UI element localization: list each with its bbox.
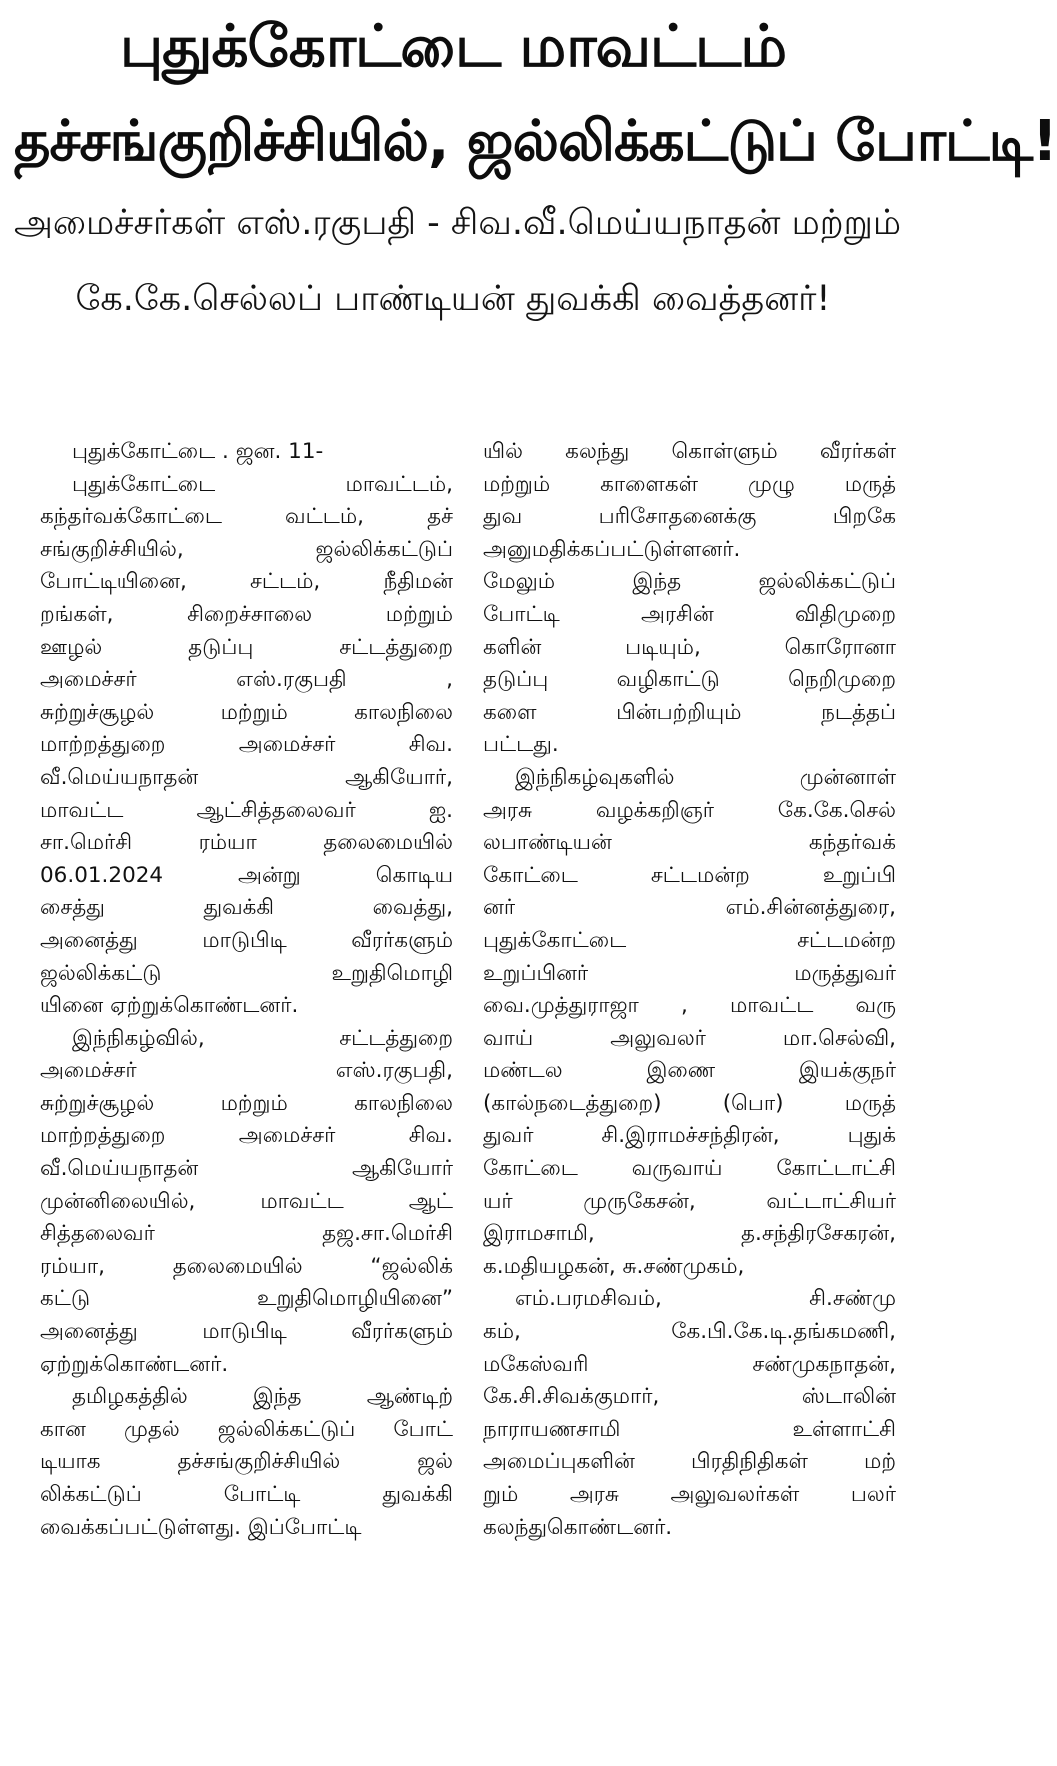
text-line: களை பின்பற்றியும் நடத்தப் (483, 699, 896, 725)
text-line: புதுக்கோட்டை . ஜன. 11- (72, 439, 324, 464)
text-line: சுற்றுச்சூழல் மற்றும் காலநிலை (40, 699, 453, 725)
text-line: (கால்நடைத்துறை) (பொ) மருத் (483, 1090, 896, 1116)
text-line: வாய் அலுவலர் மா.செல்வி, (483, 1025, 896, 1051)
text-line: மேலும் இந்த ஜல்லிக்கட்டுப் (483, 569, 896, 595)
text-line: அனைத்து மாடுபிடி வீரர்களும் (40, 1319, 453, 1345)
text-line: புதுக்கோட்டை சட்டமன்ற (483, 927, 896, 953)
text-line: போட்டியினை, சட்டம், நீதிமன் (40, 569, 453, 595)
text-line: கான முதல் ஜல்லிக்கட்டுப் போட் (40, 1416, 453, 1442)
text-line: ரம்யா, தலைமையில் “ஜல்லிக் (40, 1253, 453, 1279)
text-line: வீ.மெய்யநாதன் ஆகியோர், (40, 764, 453, 790)
text-line: கோட்டை வருவாய் கோட்டாட்சி (483, 1156, 896, 1182)
text-line: ஜல்லிக்கட்டு உறுதிமொழி (40, 960, 453, 986)
text-line: கட்டு உறுதிமொழியினை” (40, 1286, 453, 1312)
text-line: தமிழகத்தில் இந்த ஆண்டிற் (72, 1384, 453, 1410)
text-line: நாராயணசாமி உள்ளாட்சி (483, 1416, 896, 1442)
text-line: சுற்றுச்சூழல் மற்றும் காலநிலை (40, 1090, 453, 1116)
text-line: யினை ஏற்றுக்கொண்டனர். (40, 993, 299, 1019)
subheadline-line-2: கே.கே.செல்லப் பாண்டியன் துவக்கி வைத்தனர்! (75, 279, 831, 319)
text-line: துவ பரிசோதனைக்கு பிறகே (483, 504, 896, 530)
text-line: அரசு வழக்கறிஞர் கே.கே.செல் (483, 797, 896, 823)
text-line: களின் படியும், கொரோனா (483, 634, 896, 660)
text-line: அனுமதிக்கப்பட்டுள்ளனர். (483, 536, 741, 562)
text-line: அமைச்சர் எஸ்.ரகுபதி , (40, 667, 453, 693)
text-line: அமைப்புகளின் பிரதிநிதிகள் மற் (483, 1449, 896, 1475)
text-line: கே.சி.சிவக்குமார், ஸ்டாலின் (483, 1384, 896, 1410)
text-line: றங்கள், சிறைச்சாலை மற்றும் (40, 601, 453, 627)
text-line: இந்நிகழ்வில், சட்டத்துறை (72, 1025, 453, 1051)
text-line: அமைச்சர் எஸ்.ரகுபதி, (40, 1058, 453, 1084)
text-line: துவர் சி.இராமச்சந்திரன், புதுக் (483, 1123, 896, 1149)
text-line: மகேஸ்வரி சண்முகநாதன், (483, 1351, 896, 1377)
text-line: மாவட்ட ஆட்சித்தலைவர் ஐ. (40, 797, 453, 823)
text-line: மற்றும் காளைகள் முழு மருத் (483, 471, 896, 497)
text-line: இந்நிகழ்வுகளில் முன்னாள் (515, 764, 896, 790)
headline-line-2: தச்சங்குறிச்சியில், ஜல்லிக்கட்டுப் போட்டி! (14, 109, 1057, 174)
text-line: கோட்டை சட்டமன்ற உறுப்பி (483, 862, 896, 888)
text-line: ஏற்றுக்கொண்டனர். (40, 1351, 229, 1377)
text-line: க.மதியழகன், சு.சண்முகம், (483, 1253, 745, 1279)
text-line: னர் எம்.சின்னத்துரை, (483, 895, 896, 921)
text-line: பட்டது. (483, 732, 559, 758)
text-line: தடுப்பு வழிகாட்டு நெறிமுறை (483, 667, 896, 693)
text-line: வை.முத்துராஜா , மாவட்ட வரு (483, 993, 896, 1019)
text-line: வீ.மெய்யநாதன் ஆகியோர் (40, 1156, 453, 1182)
text-line: வைக்கப்பட்டுள்ளது. இப்போட்டி (40, 1514, 362, 1540)
text-line: சித்தலைவர் தஜ.சா.மெர்சி (40, 1221, 453, 1247)
text-line: யில் கலந்து கொள்ளும் வீரர்கள் (483, 439, 896, 464)
left-column (40, 436, 453, 1544)
text-line: உறுப்பினர் மருத்துவர் (483, 960, 896, 986)
article-body (40, 436, 896, 1544)
text-line: சா.மெர்சி ரம்யா தலைமையில் (40, 830, 453, 856)
text-line: கம், கே.பி.கே.டி.தங்கமணி, (483, 1319, 896, 1345)
text-line: றும் அரசு அலுவலர்கள் பலர் (483, 1482, 896, 1507)
text-line: லபாண்டியன் கந்தர்வக் (483, 830, 896, 856)
text-line: மண்டல இணை இயக்குநர் (483, 1058, 896, 1084)
text-line: அனைத்து மாடுபிடி வீரர்களும் (40, 927, 453, 953)
text-line: மாற்றத்துறை அமைச்சர் சிவ. (40, 1123, 453, 1149)
text-line: கலந்துகொண்டனர். (483, 1514, 673, 1540)
text-line: டியாக தச்சங்குறிச்சியில் ஜல் (40, 1449, 453, 1475)
text-line: மாற்றத்துறை அமைச்சர் சிவ. (40, 732, 453, 758)
right-column (483, 436, 896, 1544)
subheadline-line-1: அமைச்சர்கள் எஸ்.ரகுபதி - சிவ.வீ.மெய்யநாதன் மற்றும் (14, 203, 902, 243)
text-line: புதுக்கோட்டை மாவட்டம், (72, 471, 453, 497)
text-line: இராமசாமி, த.சந்திரசேகரன், (483, 1221, 896, 1247)
text-line: போட்டி அரசின் விதிமுறை (483, 601, 896, 627)
text-line: சங்குறிச்சியில், ஜல்லிக்கட்டுப் (40, 536, 453, 562)
text-line: 06.01.2024 அன்று கொடிய (40, 862, 453, 888)
text-line: லிக்கட்டுப் போட்டி துவக்கி (40, 1482, 453, 1507)
text-line: சைத்து துவக்கி வைத்து, (40, 895, 453, 921)
newspaper-clipping (0, 8, 1057, 1766)
text-line: எம்.பரமசிவம், சி.சண்மு (515, 1286, 896, 1312)
text-line: ஊழல் தடுப்பு சட்டத்துறை (40, 634, 453, 660)
text-line: முன்னிலையில், மாவட்ட ஆட் (40, 1188, 453, 1214)
headline-line-1: புதுக்கோட்டை மாவட்டம் (119, 12, 787, 80)
text-line: யர் முருகேசன், வட்டாட்சியர் (483, 1188, 896, 1214)
text-line: கந்தர்வக்கோட்டை வட்டம், தச் (40, 504, 453, 530)
